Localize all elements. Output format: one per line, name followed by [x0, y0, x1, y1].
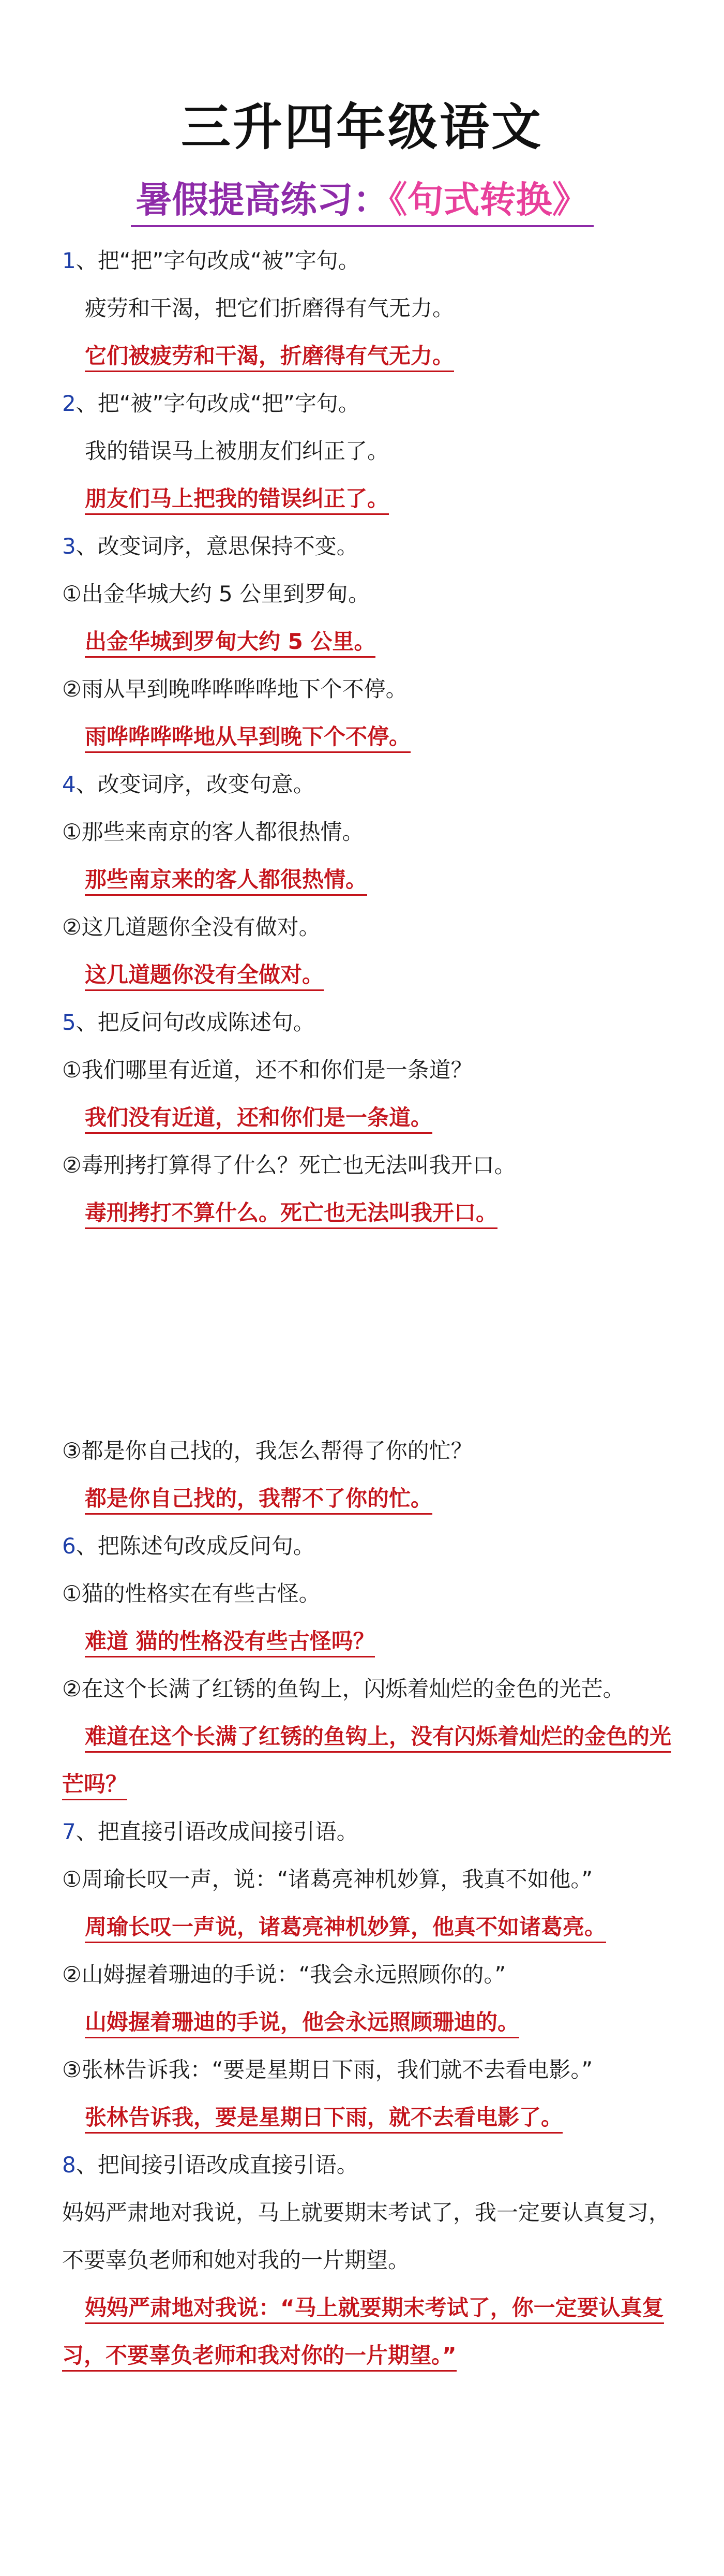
- section-1-heading: [62, 237, 672, 285]
- section-4-example-1: ①那些来南京的客人都很热情。: [62, 819, 364, 845]
- section-number: 8: [62, 2152, 76, 2178]
- section-2-heading: [62, 380, 672, 427]
- section-3-heading: [62, 523, 672, 570]
- section-3-answer-1: [62, 618, 672, 665]
- page-title: 三升四年级语文: [181, 98, 543, 156]
- answer-text: 难道 猫的性格没有些古怪吗？: [85, 1628, 375, 1657]
- section-heading-text: 、把“把”字句改成“被”字句。: [76, 248, 360, 273]
- section-heading-text: 、改变词序，改变句意。: [76, 772, 315, 797]
- section-heading-text: 、把间接引语改成直接引语。: [76, 2152, 358, 2178]
- answer-text: 那些南京来的客人都很热情。: [85, 867, 367, 896]
- section-number: 2: [62, 391, 76, 416]
- section-4-answer-1: [62, 856, 672, 904]
- section-5-answer-2: [62, 1189, 672, 1237]
- answer-text: 它们被疲劳和干渴，折磨得有气无力。: [85, 343, 454, 372]
- answer-text: 张林告诉我，要是星期日下雨，就不去看电影了。: [85, 2105, 563, 2134]
- section-number: 7: [62, 1819, 76, 1844]
- subtitle-container: [0, 171, 724, 227]
- section-5-heading: [62, 999, 672, 1046]
- section-number: 5: [62, 1010, 76, 1035]
- answer-text: 周瑜长叹一声说，诸葛亮神机妙算，他真不如诸葛亮。: [85, 1914, 606, 1943]
- blank-gap: [62, 1237, 672, 1427]
- answer-text: 雨哗哗哗哗地从早到晚下个不停。: [85, 724, 411, 753]
- section-2-answer: [62, 475, 672, 523]
- answer-text: 都是你自己找的，我帮不了你的忙。: [85, 1486, 432, 1515]
- section-7-example-2: ②山姆握着珊迪的手说：“我会永远照顾你的。”: [62, 1962, 506, 1987]
- subtitle-prefix: 暑假提高练习：: [135, 179, 389, 221]
- answer-text: 朋友们马上把我的错误纠正了。: [85, 486, 389, 515]
- section-number: 4: [62, 772, 76, 797]
- answer-text: 山姆握着珊迪的手说，他会永远照顾珊迪的。: [85, 2009, 519, 2038]
- section-5-answer-1: [62, 1094, 672, 1142]
- answer-text: 难道在这个长满了红锈的鱼钩上，没有闪烁着灿烂的金色的光芒吗？: [62, 1724, 671, 1800]
- section-4-heading: [62, 761, 672, 808]
- section-5-example-3: ③都是你自己找的，我怎么帮得了你的忙？: [62, 1438, 473, 1463]
- exercise-list: [62, 237, 672, 2379]
- section-heading-text: 、把陈述句改成反问句。: [76, 1533, 315, 1559]
- section-number: 6: [62, 1533, 76, 1559]
- page-subtitle: [131, 171, 594, 227]
- answer-text: 这几道题你没有全做对。: [85, 962, 324, 991]
- section-8-answer-1: [62, 2284, 672, 2379]
- section-8-heading: [62, 2141, 672, 2189]
- section-heading-text: 、把直接引语改成间接引语。: [76, 1819, 358, 1844]
- section-5-example-2: ②毒刑拷打算得了什么？死亡也无法叫我开口。: [62, 1152, 516, 1178]
- section-5-example-1: ①我们哪里有近道，还不和你们是一条道？: [62, 1057, 473, 1083]
- section-6-example-1: ①猫的性格实在有些古怪。: [62, 1581, 321, 1606]
- section-6-answer-1: [62, 1618, 672, 1665]
- section-3-answer-2: [62, 713, 672, 761]
- section-1-answer: [62, 332, 672, 380]
- section-heading-text: 、把“被”字句改成“把”字句。: [76, 391, 360, 416]
- section-4-example-2: ②这几道题你全没有做对。: [62, 914, 321, 940]
- answer-text: 妈妈严肃地对我说：“马上就要期末考试了，你一定要认真复习，不要辜负老师和我对你的一片期望。”: [62, 2295, 664, 2372]
- section-4-answer-2: [62, 951, 672, 999]
- subtitle-topic: 《句式转换》: [389, 179, 589, 221]
- section-7-answer-1: [62, 1903, 672, 1951]
- section-number: 3: [62, 534, 76, 559]
- section-5-answer-3: [62, 1475, 672, 1522]
- section-3-example-2: ②雨从早到晚哗哗哗哗地下个不停。: [62, 676, 408, 702]
- section-7-answer-3: [62, 2094, 672, 2141]
- section-6-example-2: ②在这个长满了红锈的鱼钩上，闪烁着灿烂的金色的光芒。: [62, 1676, 625, 1701]
- section-8-example-1: 妈妈严肃地对我说，马上就要期末考试了，我一定要认真复习，不要辜负老师和她对我的一片期望。: [62, 2200, 671, 2273]
- section-heading-text: 、把反问句改成陈述句。: [76, 1010, 315, 1035]
- section-3-example-1: ①出金华城大约 5 公里到罗甸。: [62, 581, 370, 606]
- section-7-heading: [62, 1808, 672, 1856]
- section-2-example: 我的错误马上被朋友们纠正了。: [85, 438, 389, 464]
- answer-text: 出金华城到罗甸大约 5 公里。: [85, 629, 375, 658]
- section-6-heading: [62, 1522, 672, 1570]
- answer-text: 我们没有近道，还和你们是一条道。: [85, 1105, 432, 1134]
- section-7-example-3: ③张林告诉我：“要是星期日下雨，我们就不去看电影。”: [62, 2057, 593, 2082]
- section-number: 1: [62, 248, 76, 273]
- section-6-answer-2: [62, 1713, 672, 1808]
- section-1-example: 疲劳和干渴，把它们折磨得有气无力。: [85, 295, 455, 321]
- section-7-example-1: ①周瑜长叹一声，说：“诸葛亮神机妙算，我真不如他。”: [62, 1867, 593, 1892]
- section-heading-text: 、改变词序，意思保持不变。: [76, 534, 358, 559]
- section-7-answer-2: [62, 1998, 672, 2046]
- answer-text: 毒刑拷打不算什么。死亡也无法叫我开口。: [85, 1200, 497, 1229]
